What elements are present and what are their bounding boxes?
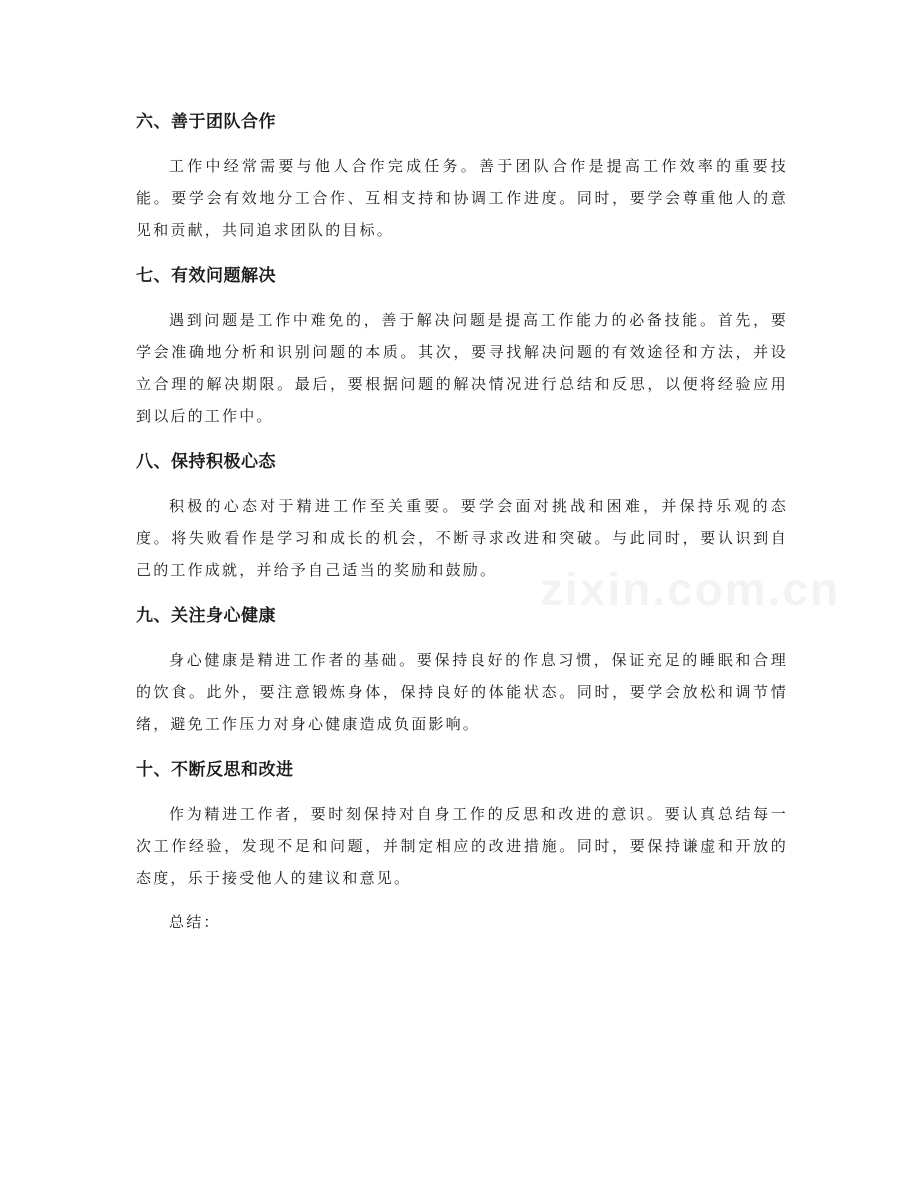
section-paragraph: 身心健康是精进工作者的基础。要保持良好的作息习惯，保证充足的睡眠和合理的饮食。此外，要注意锻炼身体，保持良好的体能状态。同时，要学会放松和调节情绪，避免工作压力对身心健康造成负面影响。 — [136, 651, 788, 733]
section-team-cooperation — [136, 104, 788, 246]
summary-label: 总结： — [169, 913, 221, 931]
section-heading: 八、保持积极心态 — [136, 452, 276, 472]
section-problem-solving — [136, 258, 788, 432]
section-paragraph: 作为精进工作者，要时刻保持对自身工作的反思和改进的意识。要认真总结每一次工作经验，发现不足和问题，并制定相应的改进措施。同时，要保持谦虚和开放的态度，乐于接受他人的建议和意见。 — [136, 805, 788, 887]
section-heading: 十、不断反思和改进 — [136, 760, 294, 780]
section-heading: 九、关注身心健康 — [136, 606, 276, 626]
section-paragraph: 工作中经常需要与他人合作完成任务。善于团队合作是提高工作效率的重要技能。要学会有效地分工合作、互相支持和协调工作进度。同时，要学会尊重他人的意见和贡献，共同追求团队的目标。 — [136, 157, 788, 239]
section-paragraph: 积极的心态对于精进工作至关重要。要学会面对挑战和困难，并保持乐观的态度。将失败看作是学习和成长的机会，不断寻求改进和突破。与此同时，要认识到自己的工作成就，并给予自己适当的奖励和鼓励。 — [136, 497, 788, 579]
section-reflection — [136, 752, 788, 894]
section-heading: 六、善于团队合作 — [136, 112, 276, 132]
section-health — [136, 598, 788, 740]
section-paragraph: 遇到问题是工作中难免的，善于解决问题是提高工作能力的必备技能。首先，要学会准确地分析和识别问题的本质。其次，要寻找解决问题的有效途径和方法，并设立合理的解决期限。最后，要根据问题的解决情况进行总结和反思，以便将经验应用到以后的工作中。 — [136, 311, 788, 425]
document-content — [136, 104, 788, 938]
section-heading: 七、有效问题解决 — [136, 266, 276, 286]
section-positive-mindset — [136, 444, 788, 586]
watermark: zixin.com.cn — [540, 563, 841, 615]
